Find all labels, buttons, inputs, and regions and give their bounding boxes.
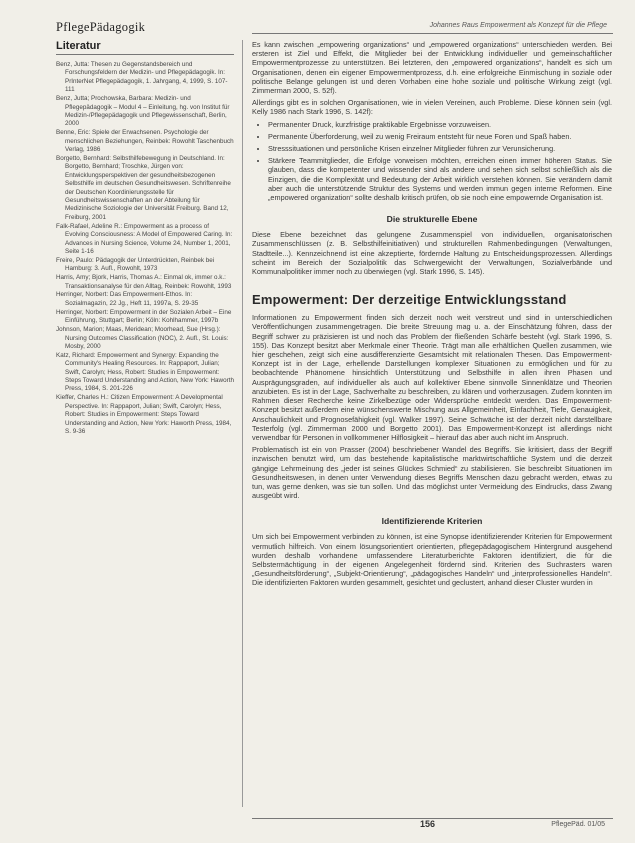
reference-entry: Johnson, Marion; Maas, Meridean; Moorhead, Sue (Hrsg.): Nursing Outcomes Classification (NOC), 2. Aufl., St. Louis: Mosby, 2000 <box>56 326 229 350</box>
problem-list <box>252 120 612 203</box>
references-heading: Literatur <box>56 40 234 55</box>
reference-entry: Herringer, Norbert: Das Empowerment-Ethos. In: Sozialmagazin, 22 Jg., Heft 11, 1997a, S. 29-35 <box>56 291 199 307</box>
list-item: • Stärkere Teammitglieder, die Erfolge vorweisen möchten, erreichen einen immer höheren Status. Sie glauben, dass die kompetenter und wissender sind als andere und sehen sich selbst schließlich als die Einzigen, die die Komplexität und Bedeutung der Arbeit wirklich verstehen können. Sie verändern damit aber auch die unterstützende Struktur des Systems und werden immun gegen interne Reformen. Eine „empowered organization“ sollte deshalb kritisch prüfen, ob sie noch eine empowernde Organisation ist. <box>268 156 612 202</box>
page-number: 156 <box>420 819 436 829</box>
running-head: Johannes Raus Empowerment als Konzept für die Pflege <box>429 22 607 29</box>
issue-label: PflegePäd. 01/05 <box>551 821 605 828</box>
reference-entry: Benz, Jutta: Thesen zu Gegenstandsbereich und Forschungsfeldern der Medizin- und Pflegepädagogik. In: PrInterNet Pflegepädagogik, 1. Jahrgang, 4, 1999, S. 107-111 <box>56 61 228 94</box>
journal-brand: PflegePädagogik <box>56 20 146 34</box>
intro-paragraph-1: Es kann zwischen „empowering organizations“ und „empowered organizations“ unterschieden werden. Bei ersteren ist Ziel und Effekt, die Mitglieder bei der Entwicklung individueller und gemeinschaftlicher Empowermentprozesse zu unterstützen. Bei letzteren, den „empowered organizations“, handelt es sich um Organisationen, denen ein eigener Empowermentprozess, d.h. eine erfolgreiche Einmischung in soziale oder politische Belange gelungen ist und deren Vorhaben eine hohe soziale und politische Wirkung zeigt (vgl. Zimmerman 2000, S. 52f). <box>252 40 612 96</box>
main-heading: Empowerment: Der derzeitige Entwicklungsstand <box>252 292 567 308</box>
section-heading-structural-level: Die strukturelle Ebene <box>386 214 478 225</box>
reference-entry: Borgetto, Bernhard: Selbsthilfebewegung in Deutschland. In: Borgetto, Bernhard; Troschke, Jürgen von: Entwicklungsperspektiven der gesundheitsbezogenen Selbsthilfe im deutschen Gesundheitswesen. Schriftenreihe der Deutschen Koordinierungsstelle für Gesundheitswissenschaften an der Abteilung für Medizinische Soziologie der Universität Freiburg. Band 12, Freiburg, 2001 <box>56 154 231 221</box>
reference-entry: Kieffer, Charles H.: Citizen Empowerment: A Developmental Perspective. In: Rappaport, Julian; Swift, Carolyn; Hess, Robert: Studies in Empowerment: Steps Toward Understanding and Action, New York: Haworth Press, 1984, S. 9-36 <box>56 394 232 435</box>
criteria-paragraph: Um sich bei Empowerment verbinden zu können, ist eine Synopse identifizierender Kriterien für Empowerment vermutlich hilfreich. Von einem lösungsorientiert orientierten, pflegepädagogischem Hintergrund ausgehend wurden deshalb vorhandene umfassendere Literaturberichte Faktoren identifiziert, die für die Selbstermächtigung in der eigenen Angelegenheit fördernd sind. Kriterien des Suchrasters waren „Gesundheitsförderung“, „Subjekt-Orientierung“, „pädagogisches Handeln“ und „interprofessionelles Handeln“. Die identifizierten Faktoren wurden gesammelt, gesichtet und geclustert, anhand dieser Cluster wurden in <box>252 532 612 588</box>
main-paragraph-1: Informationen zu Empowerment finden sich derzeit noch weit verstreut und sind in unterschiedlichen Veröffentlichungen zusammengetragen. Die breite Streuung mag u. a. der Einschätzung führen, dass der Begriff schwer zu präzisieren ist und noch das Problem der fließenden Schärfe besteht (vgl. Stark 1996, S. 155). Das Konzept besitzt aber Merkmale einer Theorie. Trägt man alle erhältlichen Quellen zusammen, wie hier geschehen, zeigt sich eine ausdifferenzierte Gesamtsicht mit relationalen Thesen. Das Empowerment-Konzept ist in der Lage, erhellende Darstellungen komplexer Situationen zu ermöglichen und für zu beobachtende Phänomene hinsichtlich Unterstützung und Selbsthilfe in allen ihren Phasen und Ausprägungsgraden, auf individueller als auch auf kollektiver Ebene sinnvolle Sinnenklätze und Theorien anzubieten. Es ist in der Lage, Sachverhalte zu beschreiben, zu klären und vorherzusagen. Zudem konnten im Rahmen dieser Recherche keine Zirkelbezüge oder Widersprüche entdeckt werden. Das Empowerment-Konzept besitzt außerdem eine wünschenswerte Mischung aus Allgemeinheit, Einfachheit, Tiefe, Genauigkeit, Anschaulichkeit und Prognosefähigkeit (vgl. Walker 1997). Seine Schwäche ist der derzeit nicht darstellbare Testerfolg (vgl. Zimmerman 2000 und Borgetto 2001). Das Empowerment-Konzept ist allerdings nicht verwendbar für Personen in vollkommener Hilflosigkeit – hierauf das aber auch nicht im Anspruch. <box>252 313 612 442</box>
list-item: • Permanenter Druck, kurzfristige praktikable Ergebnisse vorzuweisen. <box>268 120 612 129</box>
list-item: • Stresssituationen und persönliche Krisen einzelner Mitglieder führen zur Verunsicherung. <box>268 144 612 153</box>
reference-list <box>56 61 234 436</box>
reference-entry: Benz, Jutta; Prochowska, Barbara: Medizin- und Pflegepädagogik – Modul 4 – Einleitung, hg. von Institut für Medizin-/Pflegepädagogik und Pflegewissenschaft, Berlin, 2000 <box>56 95 230 128</box>
reference-entry: Harris, Amy; Bjork, Harris, Thomas A.: Einmal ok, immer o.k.: Transaktionsanalyse für den Alltag, Reinbek: Rowohlt, 1993 <box>56 274 232 290</box>
reference-entry: Herringer, Norbert: Empowerment in der Sozialen Arbeit – Eine Einführung, Stuttgart; Berlin; Köln: Kohlhammer, 1997b <box>56 308 232 325</box>
structural-level-paragraph: Diese Ebene bezeichnet das gelungene Zusammenspiel von individuellen, organisatorischen Zusammenschlüssen (z. B. Selbsthilfeinitiativen) und strukturellen Rahmenbedingungen (Verwaltungen, Stadtteile...). Kennzeichnend ist eine akzeptierte, fördernde Haltung zu Entscheidungsprozessen. Allerdings scheint im Bereich der Sozialpolitik das Schwergewicht der Verwaltungen, Sozialverbände und Kommunalpolitiker immer noch zu überwiegen (vgl. Stark 1996, S. 145). <box>252 230 612 277</box>
reference-entry: Falk-Rafael, Adeline R.: Empowerment as a process of Evolving Consciousness: A Model of Empowered Caring. In: Advances in Nursing Science, Volume 24, Number 1, 2001, Seite 1-16 <box>56 222 233 255</box>
list-item: • Permanente Überforderung, weil zu wenig Freiraum entsteht für neue Foren und Spaß haben. <box>268 132 612 141</box>
reference-entry: Katz, Richard: Empowerment and Synergy: Expanding the Community's Healing Resources. In: Rappaport, Julian; Swift, Carolyn; Hess, Robert: Studies in Empowerment: Steps Toward Understanding and Action, New York: Haworth Press, 1984, S. 201-226 <box>56 351 234 393</box>
main-column <box>252 40 612 591</box>
intro-paragraph-2: Allerdings gibt es in solchen Organisationen, wie in vielen Vereinen, auch Probleme. Diese können sein (vgl. Kelly 1986 nach Stark 1996, S. 142f): <box>252 98 612 117</box>
main-paragraph-2: Problematisch ist ein von Prasser (2004) beschriebener Wandel des Begriffs. Sie kritisiert, dass der Begriff inzwischen benutzt wird, um das bestehende kapitalistische marktwirtschaftliche System und die derzeit gängige Lehrmeinung des „jeder ist seines Glückes Schmied“ zu stabilisieren. Sie beschreibt Situationen im Gesundheitswesen, in denen unter Verwendung dieses Begriffs Menschen dazu gebracht werden, etwas zu tun, was gerne denken, was sie tun sollen. Und das möglichst unter Vermeidung des Eindrucks, dass Zwang ausgeübt wird. <box>252 445 612 501</box>
column-divider <box>242 40 243 807</box>
references-column <box>56 40 234 437</box>
header-rule <box>252 33 613 34</box>
reference-entry: Freire, Paulo: Pädagogik der Unterdrückten, Reinbek bei Hamburg: 3. Aufl., Rowohlt, 1973 <box>56 256 215 273</box>
section-heading-criteria: Identifizierende Kriterien <box>381 516 483 527</box>
reference-entry: Benne, Eric: Spiele der Erwachsenen. Psychologie der menschlichen Beziehungen, Reinbek: Rowohlt Taschenbuch Verlag, 1986 <box>56 129 234 154</box>
